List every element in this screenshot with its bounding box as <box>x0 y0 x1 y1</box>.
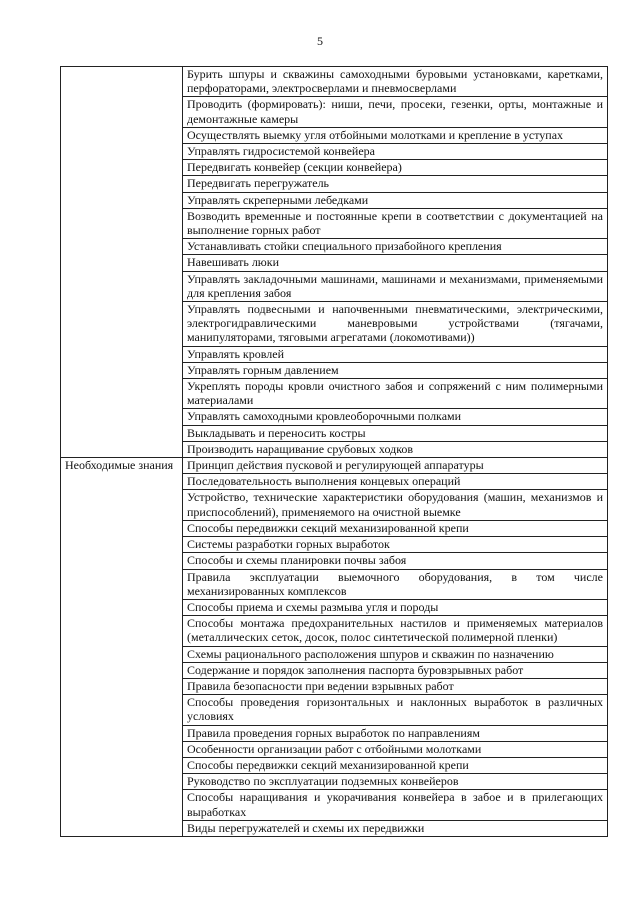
requirement-item: Способы монтажа предохранительных настилов и применяемых материалов (металлических сеток, досок, полос синтетической полимерной пленки) <box>183 616 608 646</box>
requirement-item: Осуществлять выемку угля отбойными молотками и крепление в уступах <box>183 127 608 143</box>
requirement-item: Навешивать люки <box>183 255 608 271</box>
requirement-item: Производить наращивание срубовых ходков <box>183 441 608 457</box>
requirement-item: Способы приема и схемы размыва угля и породы <box>183 599 608 615</box>
requirement-item: Бурить шпуры и скважины самоходными буровыми установками, каретками, перфораторами, электросверлами и пневмосверлами <box>183 67 608 97</box>
requirement-item: Управлять горным давлением <box>183 362 608 378</box>
requirement-item: Управлять подвесными и напочвенными пневматическими, электрическими, электрогидравлическими маневровыми устройствами (тягачами, манипуляторами, тяговыми агрегатами (локомотивами)) <box>183 302 608 347</box>
requirement-item: Правила эксплуатации выемочного оборудования, в том числе механизированных комплексов <box>183 569 608 599</box>
requirement-item: Проводить (формировать): ниши, печи, просеки, гезенки, орты, монтажные и демонтажные камеры <box>183 97 608 127</box>
requirement-item: Управлять кровлей <box>183 346 608 362</box>
requirement-item: Схемы рационального расположения шпуров и скважин по назначению <box>183 646 608 662</box>
table-row <box>61 458 608 474</box>
requirement-item: Системы разработки горных выработок <box>183 537 608 553</box>
requirement-item: Виды перегружателей и схемы их передвижки <box>183 820 608 836</box>
requirement-item: Способы передвижки секций механизированной крепи <box>183 520 608 536</box>
requirement-item: Способы передвижки секций механизированной крепи <box>183 757 608 773</box>
requirement-item: Способы и схемы планировки почвы забоя <box>183 553 608 569</box>
requirement-item: Управлять скреперными лебедками <box>183 192 608 208</box>
page-number: 5 <box>317 34 323 48</box>
section-label <box>61 67 183 458</box>
requirement-item: Способы наращивания и укорачивания конвейера в забое и в прилегающих выработках <box>183 790 608 820</box>
table-row <box>61 67 608 97</box>
requirement-item: Руководство по эксплуатации подземных конвейеров <box>183 774 608 790</box>
requirement-item: Устанавливать стойки специального призабойного крепления <box>183 239 608 255</box>
requirement-item: Последовательность выполнения концевых операций <box>183 474 608 490</box>
section-label: Необходимые знания <box>61 458 183 837</box>
competency-table-body <box>61 67 608 837</box>
requirement-item: Управлять закладочными машинами, машинами и механизмами, применяемыми для крепления забоя <box>183 271 608 301</box>
requirement-item: Передвигать перегружатель <box>183 176 608 192</box>
competency-table <box>60 66 608 837</box>
requirement-item: Правила проведения горных выработок по направлениям <box>183 725 608 741</box>
requirement-item: Управлять гидросистемой конвейера <box>183 144 608 160</box>
requirement-item: Устройство, технические характеристики оборудования (машин, механизмов и приспособлений), применяемого на очистной выемке <box>183 490 608 520</box>
requirement-item: Укреплять породы кровли очистного забоя и сопряжений с ним полимерными материалами <box>183 379 608 409</box>
requirement-item: Содержание и порядок заполнения паспорта буровзрывных работ <box>183 662 608 678</box>
requirement-item: Возводить временные и постоянные крепи в соответствии с документацией на выполнение горных работ <box>183 208 608 238</box>
requirement-item: Правила безопасности при ведении взрывных работ <box>183 678 608 694</box>
requirement-item: Выкладывать и переносить костры <box>183 425 608 441</box>
requirement-item: Принцип действия пусковой и регулирующей аппаратуры <box>183 458 608 474</box>
requirement-item: Способы проведения горизонтальных и наклонных выработок в различных условиях <box>183 695 608 725</box>
requirement-item: Особенности организации работ с отбойными молотками <box>183 741 608 757</box>
requirement-item: Управлять самоходными кровлеоборочными полками <box>183 409 608 425</box>
requirement-item: Передвигать конвейер (секции конвейера) <box>183 160 608 176</box>
